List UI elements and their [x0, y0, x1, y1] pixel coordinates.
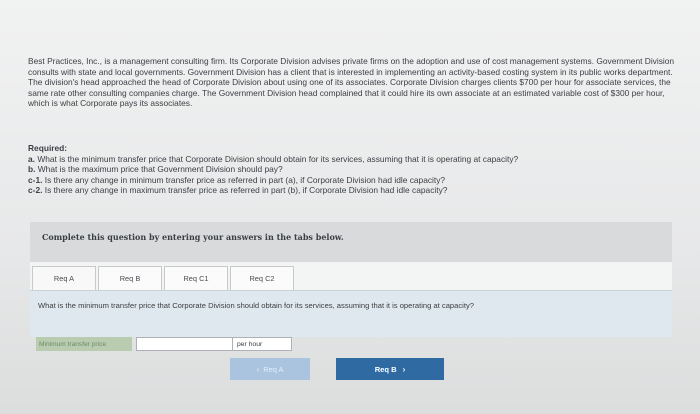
required-section [28, 143, 678, 196]
required-item-c2 [28, 185, 678, 196]
answer-row [36, 337, 296, 353]
next-req-label: Req B [374, 364, 397, 374]
chevron-left-icon: ‹ [256, 364, 260, 374]
required-item-label: b. [28, 164, 36, 174]
answer-label: Minimum transfer price [36, 337, 132, 351]
unit-label: per hour [232, 337, 292, 351]
required-item-label: c-2. [28, 185, 43, 195]
problem-statement [28, 56, 678, 109]
instruction-text: Complete this question by entering your answers in the tabs below. [42, 232, 344, 242]
next-req-button[interactable] [336, 358, 444, 380]
instruction-panel [30, 222, 672, 262]
required-item-b [28, 164, 678, 175]
required-item-text: What is the maximum price that Government Division should pay? [37, 164, 283, 174]
prev-req-button[interactable] [230, 358, 310, 380]
required-item-text: Is there any change in minimum transfer price as referred in part (a), if Corporate Division had idle capacity? [44, 174, 446, 185]
chevron-right-icon: › [402, 364, 406, 374]
prev-req-label: Req A [263, 364, 284, 374]
question-text: What is the minimum transfer price that Corporate Division should obtain for its services, assuming that it is operating at capacity? [38, 301, 474, 310]
tab-req-a[interactable]: Req A [32, 266, 96, 290]
required-item-label: c-1. [28, 174, 43, 185]
tab-req-c2[interactable]: Req C2 [230, 266, 294, 290]
tab-bar [30, 262, 672, 290]
required-item-text: Is there any change in maximum transfer price as referred in part (b), if Corporate Division had idle capacity? [44, 185, 448, 195]
required-item-text: What is the minimum transfer price that Corporate Division should obtain for its services, assuming that it is operating at capacity? [37, 153, 519, 164]
problem-text: Best Practices, Inc., is a management consulting firm. Its Corporate Division advises private firms on the adoption and use of cost management systems. Government Division consults with state and local governments. Government Division has a client that is interested in implementing an activity-based costing system in its public works department. The division's head approached the head of Corporate Division about using one of its associates. Corporate Division charges clients $700 per hour for associate services, the same rate other consulting companies charge. The Government Division head complained that it could hire its own associate at an estimated variable cost of $300 per hour, which is what Corporate pays its associates. [28, 56, 675, 109]
tab-req-c1[interactable]: Req C1 [164, 266, 228, 290]
required-item-a [28, 154, 678, 165]
required-heading: Required: [28, 143, 68, 153]
question-box [30, 290, 672, 337]
tab-req-b[interactable]: Req B [98, 266, 162, 290]
required-item-label: a. [28, 153, 35, 164]
required-item-c1 [28, 175, 678, 186]
